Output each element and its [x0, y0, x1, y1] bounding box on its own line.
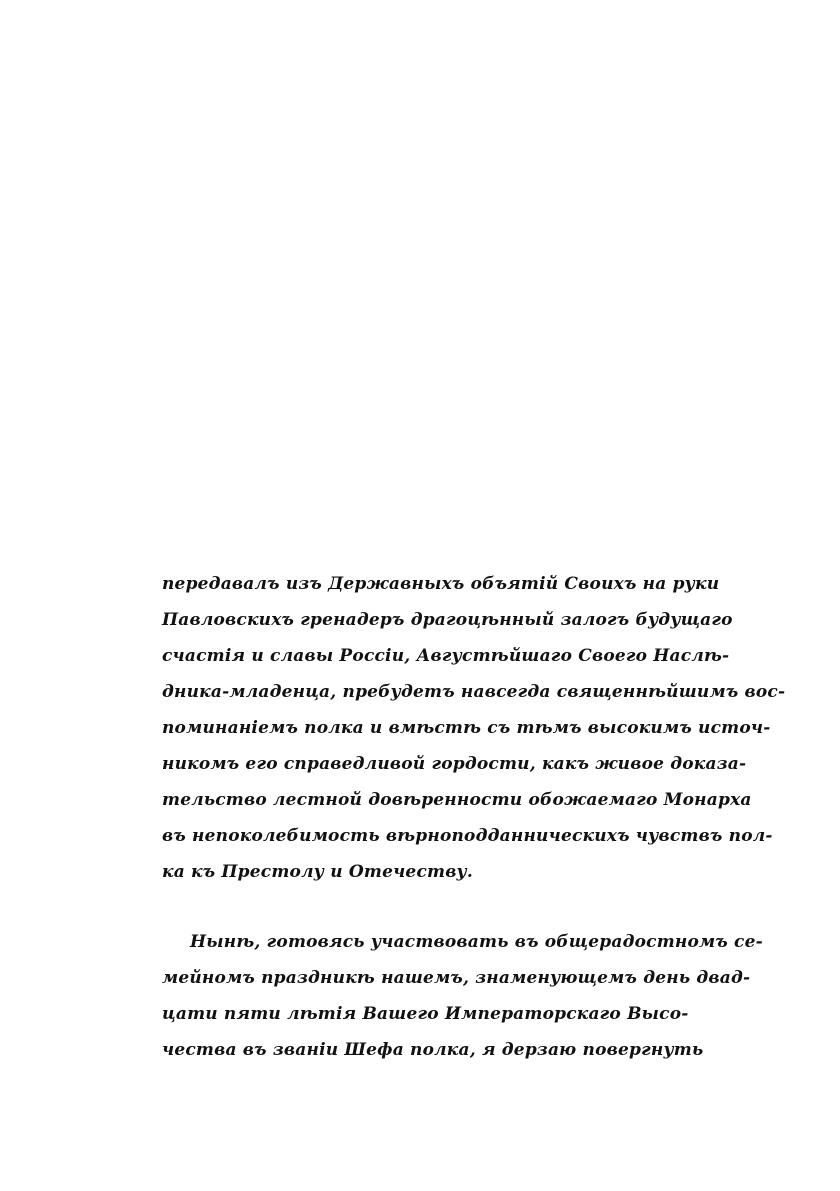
paragraph-1-line-1: передавалъ изъ Державныхъ объятій Своихъ на руки	[162, 574, 720, 594]
paragraph-1-line-8: въ непоколебимость вѣрноподданническихъ чувствъ пол-	[162, 826, 773, 846]
paragraph-1-line-3: счастія и славы Россіи, Августѣйшаго Своего Наслѣ-	[162, 646, 730, 666]
paragraph-1-line-5: поминаніемъ полка и вмѣстѣ съ тѣмъ высокимъ источ-	[162, 718, 771, 738]
paragraph-1-line-7: тельство лестной довѣренности обожаемаго Монарха	[162, 790, 752, 810]
paragraph-2-line-3: цати пяти лѣтія Вашего Императорскаго Высо-	[162, 1004, 689, 1024]
paragraph-2-line-4: чества въ званіи Шефа полка, я дерзаю повергнуть	[162, 1040, 704, 1060]
paragraph-1-line-4: дника-младенца, пребудетъ навсегда священнѣйшимъ вос-	[162, 682, 786, 702]
paragraph-1-line-2: Павловскихъ гренадеръ драгоцѣнный залогъ будущаго	[162, 610, 733, 630]
paragraph-2-line-1: Нынѣ, готовясь участвовать въ общерадостномъ се-	[190, 932, 763, 952]
paragraph-1-line-6: никомъ его справедливой гордости, какъ живое доказа-	[162, 754, 747, 774]
paragraph-2-line-2: мейномъ праздникѣ нашемъ, знаменующемъ день двад-	[162, 968, 751, 988]
paragraph-1-line-9: ка къ Престолу и Отечеству.	[162, 862, 474, 882]
